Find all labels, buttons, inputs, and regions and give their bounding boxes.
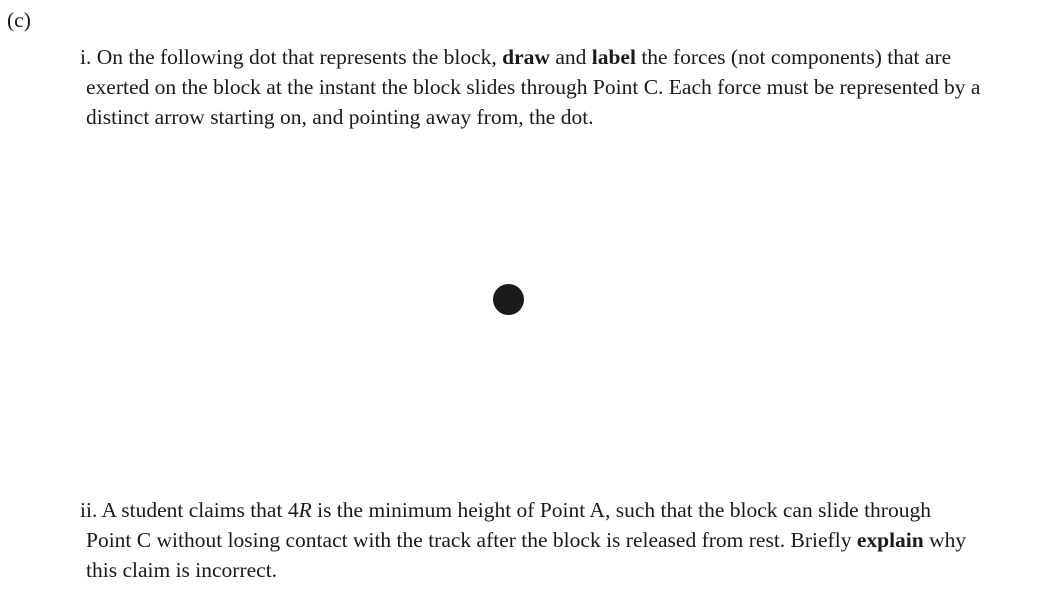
question-i	[80, 42, 1046, 132]
text-segment: and	[549, 45, 592, 69]
text-segment: i. On the following dot that represents the block,	[80, 45, 503, 69]
question-ii-line-3: this claim is incorrect.	[86, 558, 278, 582]
text-segment: Point C without losing contact with the track after the block is released from rest. Briefly	[86, 528, 857, 552]
emphasis-label: label	[591, 45, 636, 69]
emphasis-explain: explain	[856, 528, 924, 552]
question-i-line-1	[80, 42, 1046, 72]
emphasis-draw: draw	[502, 45, 550, 69]
question-i-line-2: exerted on the block at the instant the block slides through Point C. Each force must be represented by a	[86, 75, 981, 99]
question-ii-line-1	[80, 495, 1046, 525]
block-dot[interactable]	[493, 284, 524, 315]
text-segment: is the minimum height of Point A, such that the block can slide through	[311, 498, 931, 522]
variable-r: R	[298, 498, 312, 522]
text-segment: why	[923, 528, 967, 552]
text-segment: the forces (not components) that are	[635, 45, 952, 69]
part-label: (c)	[7, 8, 31, 32]
question-ii	[80, 495, 1046, 585]
question-ii-line-2	[80, 525, 1046, 555]
question-i-line-3: distinct arrow starting on, and pointing away from, the dot.	[86, 105, 594, 129]
text-segment: ii. A student claims that 4	[80, 498, 299, 522]
